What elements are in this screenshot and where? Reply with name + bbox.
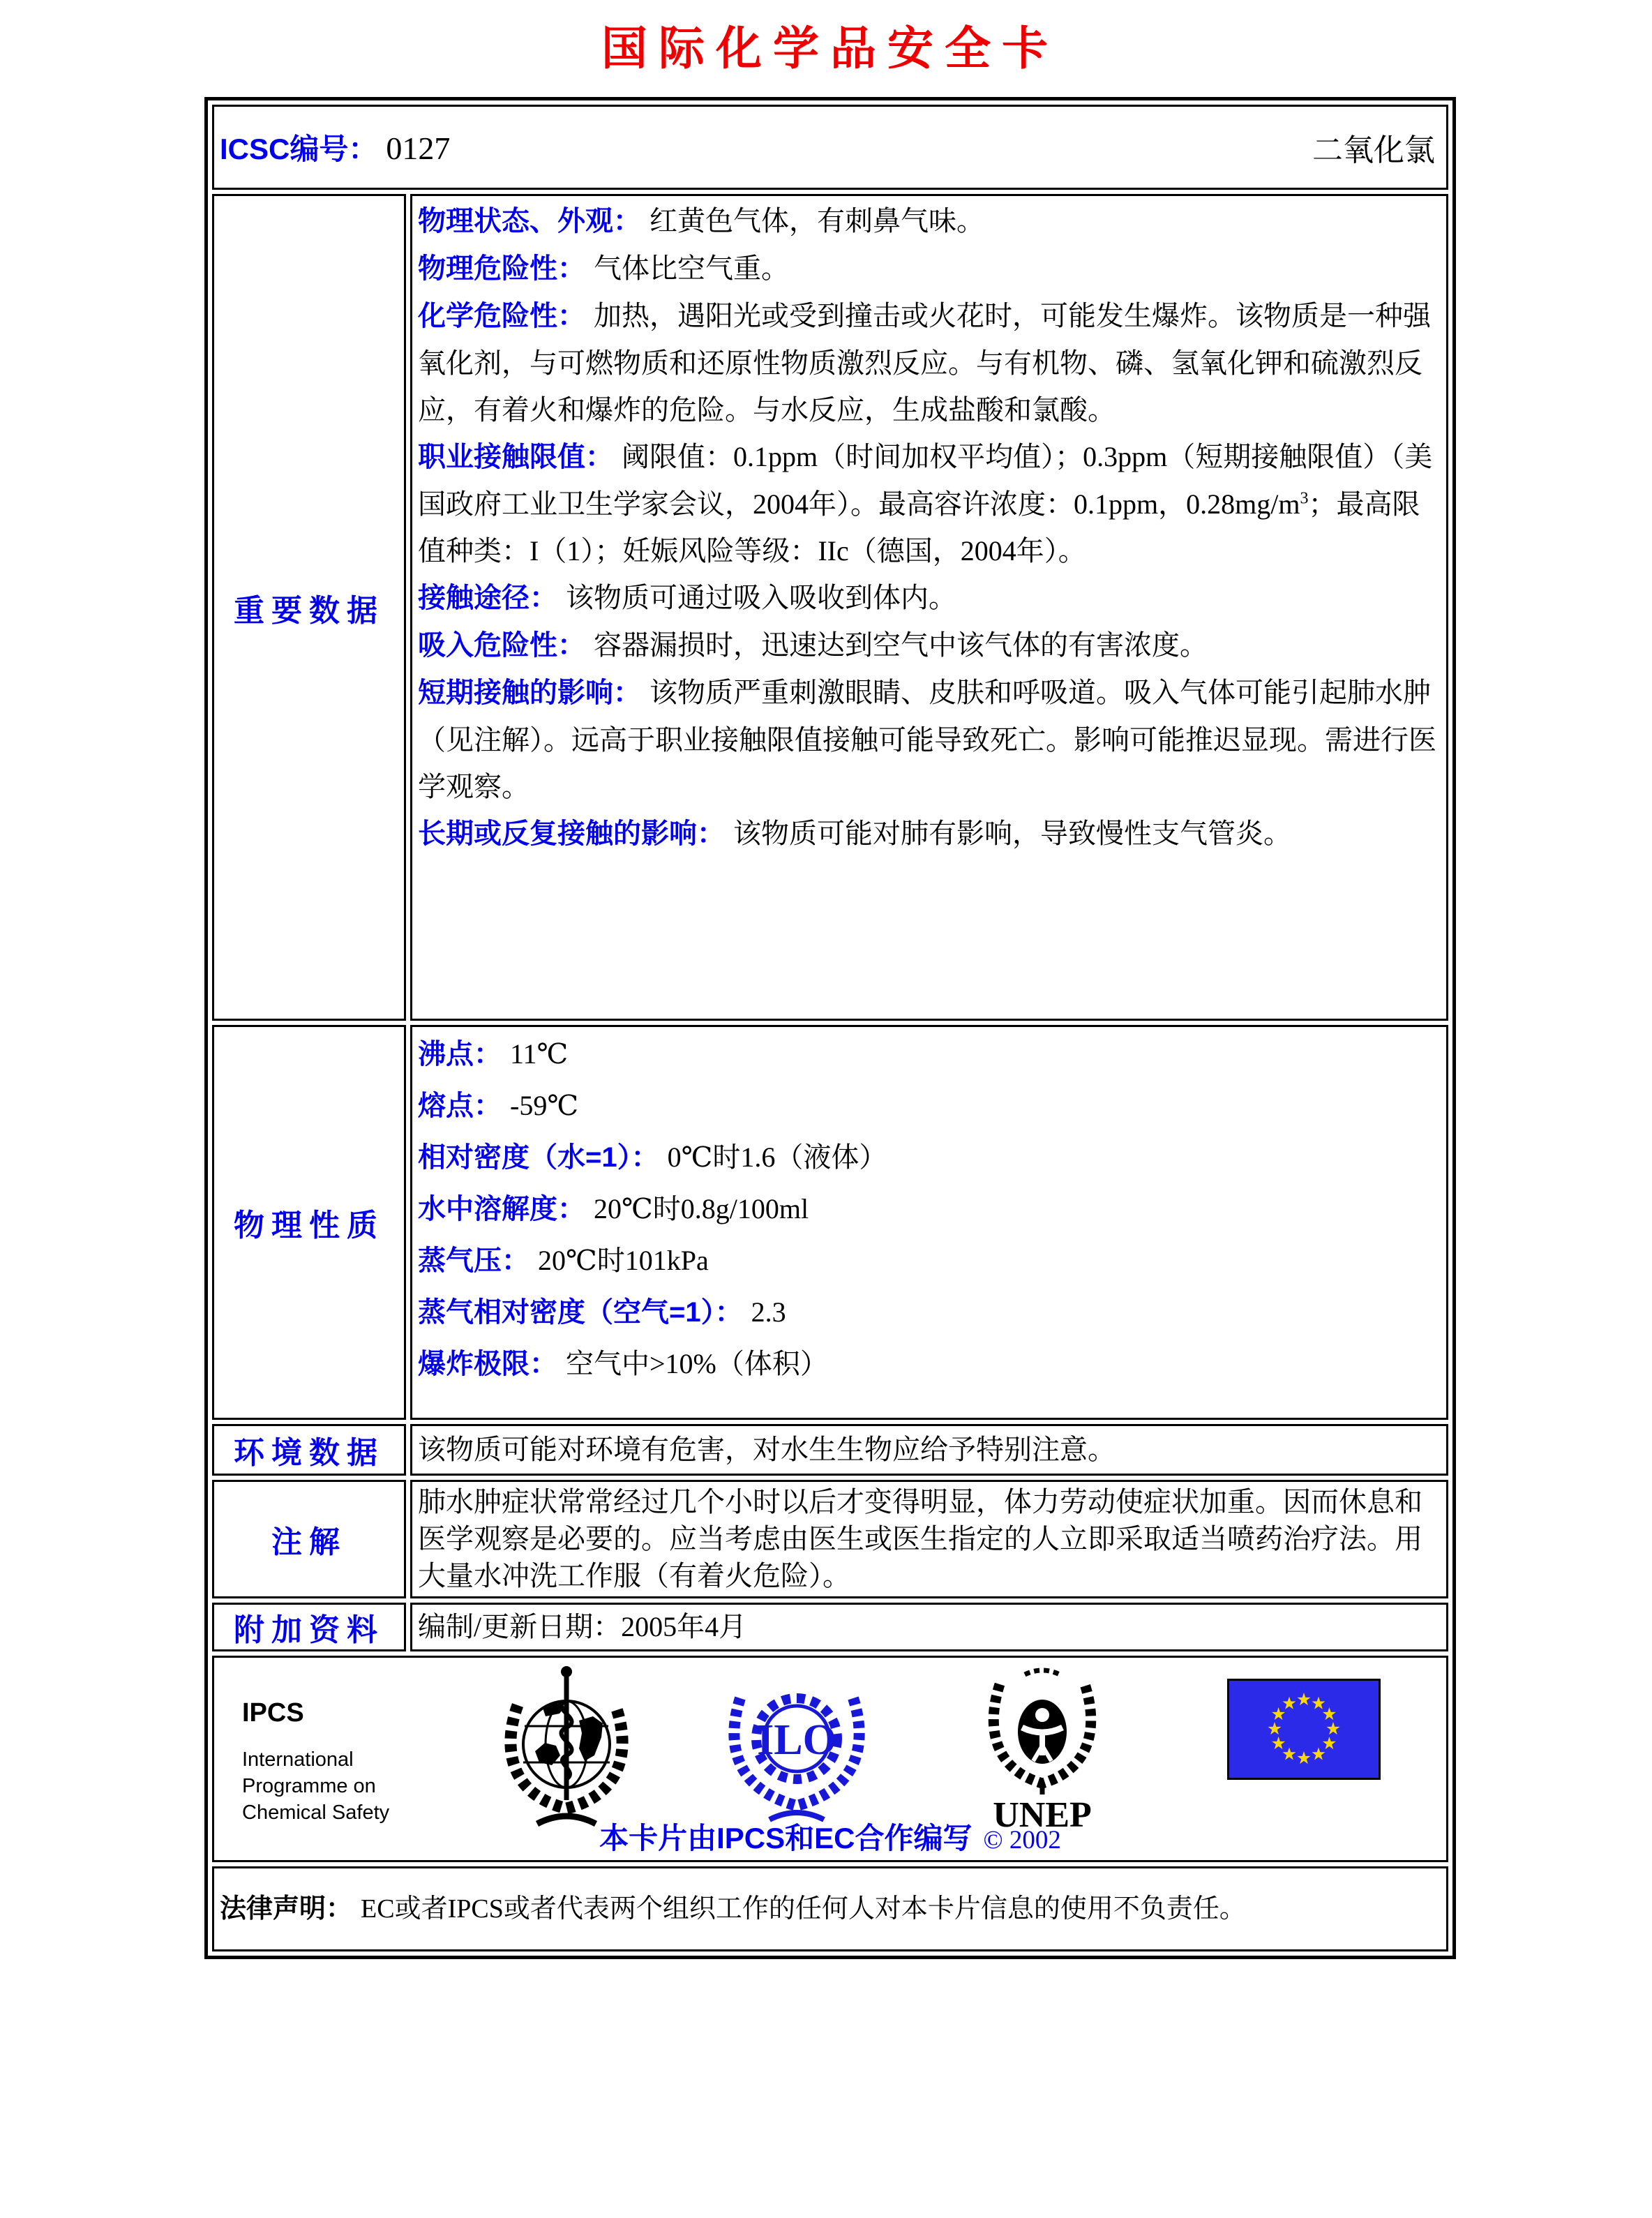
important-item [418, 622, 1439, 669]
icsc-number-value: 0127 [386, 130, 451, 166]
additional-info-row [212, 1603, 1448, 1651]
notes-cell [410, 1480, 1448, 1598]
notes-text: 肺水肿症状常常经过几个小时以后才变得明显，体力劳动使症状加重。因而休息和医学观察是必要的。应当考虑由医生或医生指定的人立即采取适当喷药治疗法。用大量水冲洗工作服（有着火危险）。 [418, 1486, 1422, 1591]
eu-flag-icon [1227, 1679, 1381, 1780]
field-value: 容器漏损时，迅速达到空气中该气体的有害浓度。 [594, 629, 1208, 661]
field-label: 沸点： [418, 1039, 502, 1070]
field-label: 蒸气相对密度（空气=1）： [418, 1297, 743, 1328]
who-emblem-icon [497, 1662, 636, 1838]
icsc-number-group [220, 126, 450, 168]
field-label: 化学危险性： [418, 301, 585, 331]
important-item [418, 292, 1439, 433]
cooperation-caption-text: 本卡片由IPCS和EC合作编写 [599, 1822, 973, 1854]
ipcs-text-block [242, 1698, 389, 1826]
page-title: 国际化学品安全卡 [601, 24, 1059, 75]
field-label: 接触途径： [418, 583, 557, 613]
important-item [418, 197, 1439, 245]
icsc-card-table [204, 97, 1456, 1959]
ipcs-acronym: IPCS [242, 1698, 304, 1728]
field-label: 职业接触限值： [418, 442, 613, 472]
superscript: 3 [1300, 489, 1309, 508]
legal-cell [212, 1866, 1448, 1951]
field-value: 0℃时1.6（液体） [667, 1141, 887, 1173]
unep-letters: UNEP [993, 1795, 1092, 1835]
ilo-letters: ILO [757, 1716, 836, 1764]
field-label: 水中溶解度： [418, 1194, 585, 1224]
field-label: 短期接触的影响： [418, 677, 641, 708]
legal-text: EC或者IPCS或者代表两个组织工作的任何人对本卡片信息的使用不负责任。 [361, 1894, 1246, 1924]
chemical-name: 二氧化氯 [1312, 133, 1435, 167]
physical-item [418, 1080, 1439, 1132]
legal-row [212, 1866, 1448, 1951]
physical-item [418, 1028, 1439, 1080]
physical-item [418, 1132, 1439, 1183]
field-value: 红黄色气体，有刺鼻气味。 [649, 205, 984, 237]
field-label: 爆炸极限： [418, 1349, 557, 1379]
field-value: ；最高限值种类：I（1）；妊娠风险等级：IIc（德国，2004年）。 [418, 488, 1420, 567]
physical-properties-row [212, 1025, 1448, 1420]
important-item [418, 669, 1439, 810]
logos-cell [212, 1656, 1448, 1862]
field-value: 阈限值：0.1ppm（时间加权平均值）；0.3ppm（短期接触限值）（美国政府工业卫生学家会议，2004年）。最高容许浓度：0.1ppm，0.28mg/m [418, 441, 1433, 520]
field-value: -59℃ [510, 1090, 579, 1121]
field-value: 该物质严重刺激眼睛、皮肤和呼吸道。吸入气体可能引起肺水肿（见注解）。远高于职业接触限值接触可能导致死亡。影响可能推迟显现。需进行医学观察。 [418, 677, 1436, 802]
physical-item [418, 1183, 1439, 1235]
notes-row [212, 1480, 1448, 1598]
environment-data-cell [410, 1424, 1448, 1476]
important-data-cell [410, 194, 1448, 1021]
field-value: 该物质可能对肺有影响，导致慢性支气管炎。 [733, 818, 1291, 849]
environment-data-row [212, 1424, 1448, 1476]
important-item [418, 245, 1439, 292]
field-label: 物理状态、外观： [418, 206, 641, 237]
logos-row [212, 1656, 1448, 1862]
important-item [418, 433, 1439, 574]
field-label: 物理危险性： [418, 253, 585, 284]
cooperation-caption [214, 1815, 1446, 1857]
header-row [212, 105, 1448, 190]
field-label: 蒸气压： [418, 1245, 530, 1276]
header-cell [212, 105, 1448, 190]
unep-emblem-icon [983, 1663, 1102, 1839]
copyright-text: © 2002 [983, 1826, 1061, 1854]
important-data-row [212, 194, 1448, 1021]
field-label: 吸入危险性： [418, 630, 585, 661]
additional-info-text: 编制/更新日期：2005年4月 [418, 1611, 747, 1642]
important-item [418, 810, 1439, 857]
row-label-physical: 物理性质 [212, 1025, 406, 1420]
row-label-environment: 环境数据 [212, 1424, 406, 1476]
physical-item [418, 1235, 1439, 1287]
physical-item [418, 1287, 1439, 1338]
physical-properties-cell [410, 1025, 1448, 1420]
legal-label: 法律声明： [220, 1894, 353, 1924]
field-label: 熔点： [418, 1091, 502, 1121]
row-label-additional: 附加资料 [212, 1603, 406, 1651]
ilo-emblem-icon [722, 1669, 872, 1831]
field-value: 气体比空气重。 [594, 253, 789, 284]
field-value: 20℃时101kPa [538, 1245, 709, 1276]
row-label-important: 重要数据 [212, 194, 406, 1021]
field-value: 20℃时0.8g/100ml [594, 1193, 809, 1224]
additional-info-cell [410, 1603, 1448, 1651]
ipcs-line: Programme on [242, 1775, 376, 1797]
environment-text: 该物质可能对环境有危害，对水生生物应给予特别注意。 [418, 1434, 1116, 1465]
field-value: 空气中>10%（体积） [566, 1348, 828, 1379]
field-value: 加热，遇阳光或受到撞击或火花时，可能发生爆炸。该物质是一种强氧化剂，与可燃物质和还原性物质激烈反应。与有机物、磷、氢氧化钾和硫激烈反应，有着火和爆炸的危险。与水反应，生成盐酸和氯酸。 [418, 300, 1431, 426]
field-label: 长期或反复接触的影响： [418, 818, 725, 849]
icsc-number-label: ICSC编号： [220, 133, 378, 165]
row-label-notes: 注解 [212, 1480, 406, 1598]
physical-item [418, 1338, 1439, 1390]
important-item [418, 574, 1439, 622]
field-value: 11℃ [510, 1038, 569, 1070]
field-label: 相对密度（水=1）： [418, 1142, 659, 1173]
field-value: 2.3 [751, 1296, 786, 1328]
legal-notice [220, 1886, 1439, 1933]
ipcs-line: Chemical Safety [242, 1801, 390, 1824]
ipcs-line: International [242, 1748, 354, 1771]
field-value: 该物质可通过吸入吸收到体内。 [566, 582, 956, 613]
